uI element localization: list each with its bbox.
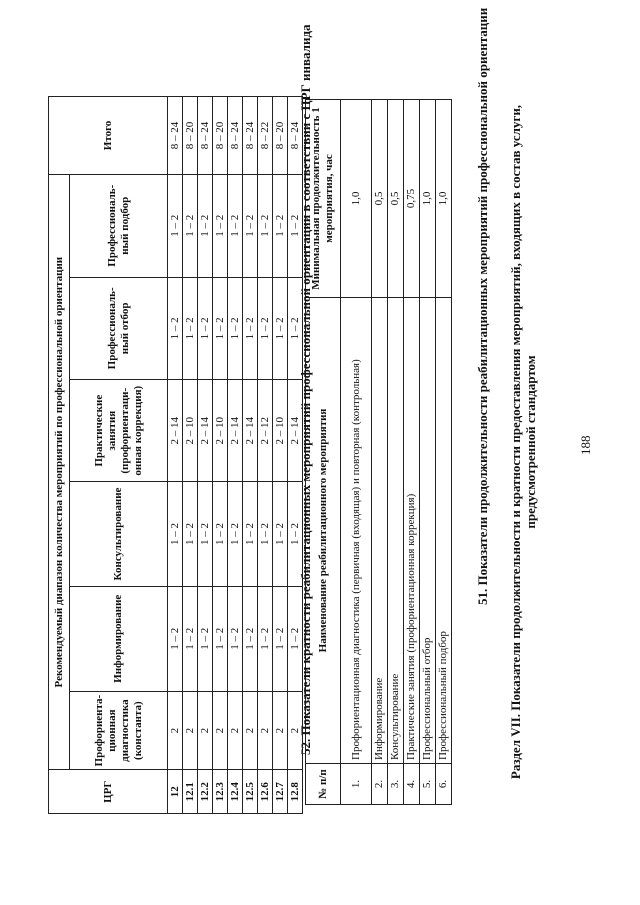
cell-diagnostics: 2 <box>183 691 198 770</box>
header-consulting: Консультирование <box>70 482 168 587</box>
cell-informing: 1 – 2 <box>213 586 228 691</box>
cell-informing: 1 – 2 <box>183 586 198 691</box>
row-duration: 0,5 <box>372 100 388 298</box>
header-matching: Профессиональ-ный подбор <box>70 174 168 277</box>
row-num: 6. <box>436 764 452 805</box>
cell-consulting: 1 – 2 <box>258 482 273 587</box>
cell-crg: 12.1 <box>183 770 198 814</box>
cell-consulting: 1 – 2 <box>168 482 183 587</box>
cell-informing: 1 – 2 <box>258 586 273 691</box>
header-num: № п/п <box>306 764 341 805</box>
cell-total: 8 – 20 <box>213 97 228 175</box>
cell-total: 8 – 22 <box>258 97 273 175</box>
cell-selection: 1 – 2 <box>168 277 183 380</box>
section-title: Раздел VII. Показатели продолжительности и кратности предоставления мероприятий, входящих в состав услуги, предусмотренной стандартом <box>508 104 538 780</box>
cell-crg: 12.8 <box>288 770 303 814</box>
cell-diagnostics: 2 <box>168 691 183 770</box>
row-num: 3. <box>388 764 404 805</box>
row-name: Консультирование <box>388 298 404 764</box>
cell-matching: 1 – 2 <box>258 174 273 277</box>
table-row <box>420 100 436 805</box>
cell-consulting: 1 – 2 <box>213 482 228 587</box>
table52-title: 52. Показатели кратности реабилитационных мероприятий профессиональной ориентации в соответствии с ЦРГ инвалида <box>298 24 313 755</box>
cell-practice: 2 – 10 <box>273 380 288 482</box>
table-row <box>243 97 258 814</box>
cell-crg: 12.3 <box>213 770 228 814</box>
cell-practice: 2 – 14 <box>243 380 258 482</box>
cell-crg: 12.7 <box>273 770 288 814</box>
row-duration: 1,0 <box>436 100 452 298</box>
cell-selection: 1 – 2 <box>213 277 228 380</box>
table-row <box>288 97 303 814</box>
cell-diagnostics: 2 <box>258 691 273 770</box>
table-row <box>213 97 228 814</box>
table-row <box>168 97 183 814</box>
cell-informing: 1 – 2 <box>168 586 183 691</box>
cell-crg: 12.5 <box>243 770 258 814</box>
header-group: Рекомендуемый диапазон количества мероприятий по профессиональной ориентации <box>49 174 70 770</box>
cell-total: 8 – 24 <box>168 97 183 175</box>
cell-selection: 1 – 2 <box>288 277 303 380</box>
cell-selection: 1 – 2 <box>258 277 273 380</box>
cell-consulting: 1 – 2 <box>273 482 288 587</box>
row-name: Профессиональный отбор <box>420 298 436 764</box>
cell-diagnostics: 2 <box>198 691 213 770</box>
cell-informing: 1 – 2 <box>243 586 258 691</box>
cell-matching: 1 – 2 <box>228 174 243 277</box>
table52-group-header-row <box>49 97 70 814</box>
cell-crg: 12.4 <box>228 770 243 814</box>
header-name: Наименование реабилитационного мероприятия <box>306 298 341 764</box>
cell-informing: 1 – 2 <box>288 586 303 691</box>
cell-diagnostics: 2 <box>243 691 258 770</box>
cell-total: 8 – 20 <box>183 97 198 175</box>
cell-selection: 1 – 2 <box>228 277 243 380</box>
page-number: 188 <box>578 435 593 455</box>
cell-matching: 1 – 2 <box>183 174 198 277</box>
table52-column-header-row <box>70 97 168 814</box>
cell-consulting: 1 – 2 <box>228 482 243 587</box>
table-row <box>228 97 243 814</box>
table-row <box>341 100 372 805</box>
header-diagnostics: Профориента-ционная диагностика (константа) <box>70 691 168 770</box>
cell-consulting: 1 – 2 <box>243 482 258 587</box>
table-row <box>273 97 288 814</box>
cell-matching: 1 – 2 <box>213 174 228 277</box>
table-row <box>258 97 273 814</box>
header-practice: Практические занятия (профориентаци-онная коррекция) <box>70 380 168 482</box>
cell-crg: 12.2 <box>198 770 213 814</box>
cell-practice: 2 – 14 <box>198 380 213 482</box>
cell-matching: 1 – 2 <box>273 174 288 277</box>
cell-selection: 1 – 2 <box>243 277 258 380</box>
header-duration: Минимальная продолжительность 1 мероприятия, час <box>306 100 341 298</box>
cell-total: 8 – 24 <box>198 97 213 175</box>
cell-practice: 2 – 14 <box>288 380 303 482</box>
row-name: Профориентационная диагностика (первичная (входящая) и повторная (контрольная) <box>341 298 372 764</box>
cell-crg: 12.6 <box>258 770 273 814</box>
cell-diagnostics: 2 <box>288 691 303 770</box>
cell-selection: 1 – 2 <box>183 277 198 380</box>
cell-total: 8 – 20 <box>273 97 288 175</box>
cell-matching: 1 – 2 <box>168 174 183 277</box>
cell-practice: 2 – 10 <box>183 380 198 482</box>
cell-practice: 2 – 14 <box>228 380 243 482</box>
cell-practice: 2 – 10 <box>213 380 228 482</box>
cell-diagnostics: 2 <box>228 691 243 770</box>
cell-consulting: 1 – 2 <box>288 482 303 587</box>
cell-practice: 2 – 12 <box>258 380 273 482</box>
cell-matching: 1 – 2 <box>198 174 213 277</box>
header-informing: Информирование <box>70 586 168 691</box>
table-row <box>198 97 213 814</box>
row-name: Информирование <box>372 298 388 764</box>
table-row <box>404 100 420 805</box>
cell-crg: 12 <box>168 770 183 814</box>
cell-consulting: 1 – 2 <box>183 482 198 587</box>
cell-total: 8 – 24 <box>288 97 303 175</box>
cell-matching: 1 – 2 <box>288 174 303 277</box>
cell-selection: 1 – 2 <box>198 277 213 380</box>
table-row <box>388 100 404 805</box>
cell-informing: 1 – 2 <box>273 586 288 691</box>
cell-informing: 1 – 2 <box>228 586 243 691</box>
header-crg: ЦРГ <box>49 770 168 814</box>
cell-informing: 1 – 2 <box>198 586 213 691</box>
row-duration: 0,5 <box>388 100 404 298</box>
table-row <box>183 97 198 814</box>
row-num: 5. <box>420 764 436 805</box>
cell-diagnostics: 2 <box>273 691 288 770</box>
row-num: 2. <box>372 764 388 805</box>
row-duration: 0,75 <box>404 100 420 298</box>
row-num: 1. <box>341 764 372 805</box>
row-duration: 1,0 <box>341 100 372 298</box>
cell-selection: 1 – 2 <box>273 277 288 380</box>
row-duration: 1,0 <box>420 100 436 298</box>
header-total: Итого <box>49 97 168 175</box>
cell-consulting: 1 – 2 <box>198 482 213 587</box>
cell-total: 8 – 24 <box>228 97 243 175</box>
frequency-table <box>48 96 303 814</box>
header-selection: Профессиональ-ный отбор <box>70 277 168 380</box>
cell-practice: 2 – 14 <box>168 380 183 482</box>
cell-matching: 1 – 2 <box>243 174 258 277</box>
row-num: 4. <box>404 764 420 805</box>
table51-title: 51. Показатели продолжительности реабилитационных мероприятий профессиональной ориентации <box>475 7 490 605</box>
duration-table <box>305 99 452 805</box>
table-row <box>436 100 452 805</box>
cell-diagnostics: 2 <box>213 691 228 770</box>
cell-total: 8 – 24 <box>243 97 258 175</box>
table-row <box>372 100 388 805</box>
row-name: Практические занятия (профориентационная коррекция) <box>404 298 420 764</box>
row-name: Профессиональный подбор <box>436 298 452 764</box>
